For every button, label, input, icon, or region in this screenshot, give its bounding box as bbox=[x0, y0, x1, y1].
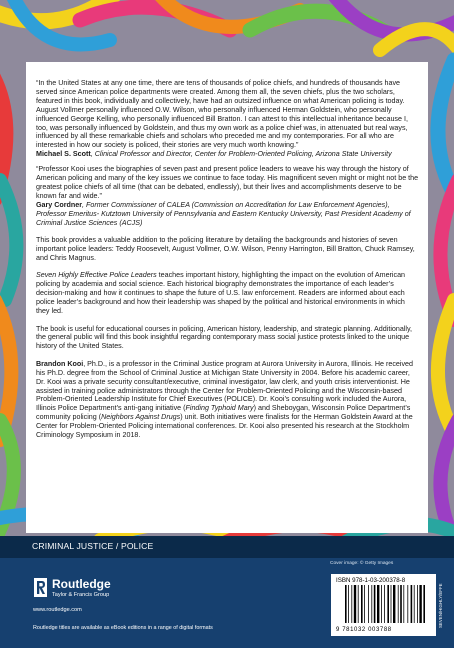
author-bio bbox=[36, 360, 420, 440]
book-summary-history-text: teaches important history, highlighting the impact on the evolution of American policing by academia and social science. Each historical biography demonstrates the importance of each leader’s decision-making and how it continues to shape the future of U.S. law enforcement. Readers are informed about each police leader’s background and how their leadership was shaped by the political and historical environments in which they led. bbox=[36, 271, 406, 316]
endorsement-scott bbox=[36, 79, 420, 159]
isbn-digits: 9 781032 003788 bbox=[336, 627, 392, 633]
blurb-text bbox=[36, 79, 420, 440]
endorsement-cordner bbox=[36, 165, 420, 227]
book-summary-audience: The book is useful for educational courses in policing, American history, leadership, and strategic planning. Additionally, the general public will find this book insightful regarding contemporary mass social justice protests linked to the unique history of the United States. bbox=[36, 324, 413, 351]
publisher-name: Routledge bbox=[52, 577, 111, 591]
endorsement-scott-quote: “In the United States at any one time, there are tens of thousands of police chiefs, and hundreds of thousands have served since American police departments were created. Among them all, the seven chiefs, plus the two scholars, featured in this book, individually and collectively, have had an outsized influence on what American policing is today. August Vollmer personally influenced O.W. Wilson, who personally influenced Herman Goldstein, who personally influenced George Kelling, who personally influenced Bill Bratton. I can attest to this intellectual inheritance because I, too, was personally influenced by Goldstein, and thus my own work as a police chief was, in attenuated but real ways, influenced by all these remarkable chiefs and scholars who preceded me and my contemporaries. For all who are interested in how our society is policed, their stories are very much worth knowing.” bbox=[36, 79, 408, 150]
cover-image-credit: Cover image: © Getty Images bbox=[330, 561, 394, 566]
book-title-italic: Seven Highly Effective Police Leaders bbox=[36, 271, 157, 280]
routledge-logo-icon bbox=[34, 578, 47, 597]
author-bio-part-1: , Ph.D., is a professor in the Criminal Justice program at Aurora University in Aurora, Illinois. He received his Ph.D. degree from the School of Criminal Justice at Michigan State University in 2004. Before his academic career, Dr. Kooi was a private security consultant/executive, criminal investigator, law clerk, and youth crisis interventionist. He assisted in training police administrators through the Center for Problem-Oriented Policing and the Wisconsin-based Problem-Oriented Leadership Institute for Chief Executives (POLICE). Dr. Kooi’s consulting work included the Aurora, Illinois Police Department’s anti-gang initiative ( bbox=[36, 359, 413, 413]
endorsement-scott-name: Michael S. Scott bbox=[36, 150, 91, 159]
book-summary-leaders: This book provides a valuable addition to the policing literature by detailing the backgrounds and histories of seven important police leaders: Teddy Roosevelt, August Vollmer, O.W. Wilson, Penny Harrington, Bill Bratton, Chuck Ramsey, and Chris Magnus. bbox=[36, 236, 415, 262]
publisher-website[interactable]: www.routledge.com bbox=[33, 607, 82, 613]
author-name: Brandon Kooi bbox=[36, 359, 84, 368]
author-bio-part-2: ) and Sheboygan, Wisconsin Police Department’s community policing ( bbox=[36, 404, 411, 422]
spine-code: SEVEN/HIGHLY/EFFE bbox=[438, 583, 443, 628]
category-label: CRIMINAL JUSTICE / POLICE bbox=[32, 541, 154, 551]
author-bio-part-3: ) unit. Both initiatives were finalists for the Herman Goldstein Award at the Center for Problem-Oriented Policing international conferences. Dr. Kooi also presented his research at the Stockholm Criminology Symposium in 2018. bbox=[36, 413, 413, 440]
barcode-icon bbox=[345, 585, 425, 623]
ebook-note: Routledge titles are available as eBook editions in a range of digital formats bbox=[33, 625, 213, 631]
endorsement-cordner-name: Gary Cordner bbox=[36, 200, 83, 209]
author-bio-italic-2: Neighbors Against Drugs bbox=[101, 413, 181, 422]
publisher-group: Taylor & Francis Group bbox=[52, 592, 110, 598]
author-bio-italic-1: Finding Typhoid Mary bbox=[185, 404, 254, 413]
endorsement-scott-affiliation: , Clinical Professor and Director, Center for Problem-Oriented Policing, Arizona State University bbox=[90, 150, 392, 159]
endorsement-cordner-affiliation: , Former Commissioner of CALEA (Commission on Accreditation for Law Enforcement Agencies), Professor Emeritus- Kutztown University of Pennsylvania and Eastern Kentucky University, Past President Academy of Criminal Justice Sciences (ACJS) bbox=[36, 200, 411, 227]
isbn-label: ISBN 978-1-03-200378-8 bbox=[336, 577, 406, 584]
endorsement-cordner-quote: “Professor Kooi uses the biographies of seven past and present police leaders to weave his way through the history of American policing and many of the key issues we continue to face today. His magnificent seven might or might not be the greatest police chiefs of all time (that can be debated, endlessly), but their lives and accomplishments deserve to be known far and wide.” bbox=[36, 165, 419, 200]
book-summary-history bbox=[36, 271, 420, 316]
